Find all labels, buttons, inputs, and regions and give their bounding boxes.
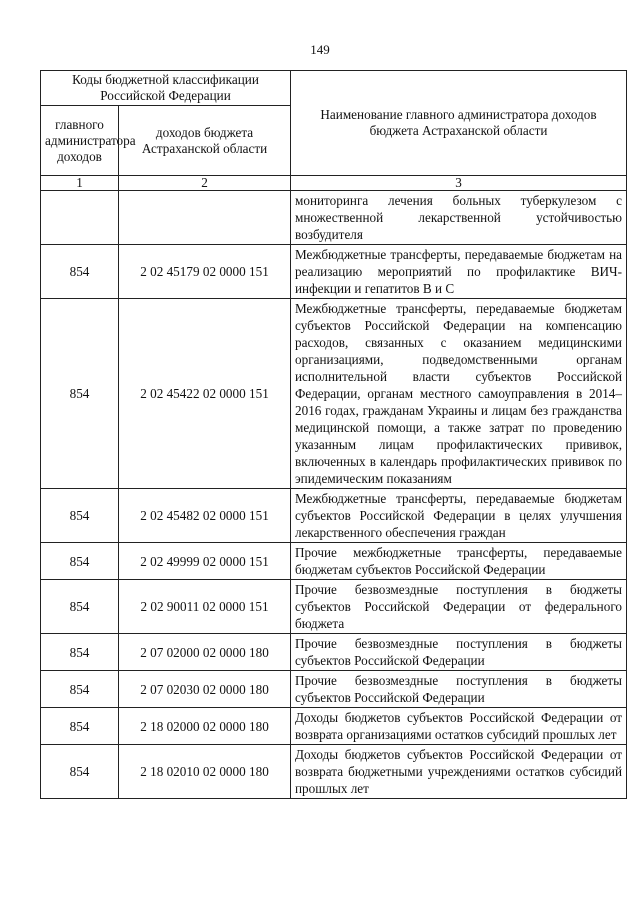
table-row bbox=[41, 191, 627, 245]
name-cell: мониторинга лечения больных туберкулезом с множественной лекарственной устойчивостью возбудителя bbox=[291, 191, 627, 245]
header-group-label: Коды бюджетной классификации Российской Федерации bbox=[41, 71, 291, 106]
column-number-3: 3 bbox=[291, 176, 627, 191]
admin-code-cell: 854 bbox=[41, 671, 119, 708]
table-row bbox=[41, 580, 627, 634]
name-cell: Межбюджетные трансферты, передаваемые бюджетам субъектов Российской Федерации на компенсацию расходов, связанных с оказанием медицинскими организациями, подведомственными органам исполнительной власти субъектов Российской Федерации, органам местного самоуправления в 2014–2016 годах, гражданам Украины и лицам без гражданства медицинской помощи, а также затрат по проведению указанным лицам профилактических прививок, включенных в календарь профилактических прививок по эпидемическим показаниям bbox=[291, 299, 627, 489]
table-row bbox=[41, 543, 627, 580]
table-row bbox=[41, 745, 627, 799]
admin-code-cell: 854 bbox=[41, 299, 119, 489]
income-code-cell: 2 18 02010 02 0000 180 bbox=[119, 745, 291, 799]
name-cell: Межбюджетные трансферты, передаваемые бюджетам субъектов Российской Федерации в целях улучшения лекарственного обеспечения граждан bbox=[291, 489, 627, 543]
name-cell: Прочие безвозмездные поступления в бюджеты субъектов Российской Федерации от федерального бюджета bbox=[291, 580, 627, 634]
table-row bbox=[41, 671, 627, 708]
header-admin-column: главного администратора доходов bbox=[41, 106, 119, 176]
income-code-cell: 2 18 02000 02 0000 180 bbox=[119, 708, 291, 745]
name-cell: Доходы бюджетов субъектов Российской Федерации от возврата организациями остатков субсидий прошлых лет bbox=[291, 708, 627, 745]
admin-code-cell: 854 bbox=[41, 245, 119, 299]
admin-code-cell: 854 bbox=[41, 543, 119, 580]
admin-code-cell: 854 bbox=[41, 580, 119, 634]
column-number-2: 2 bbox=[119, 176, 291, 191]
table-row bbox=[41, 245, 627, 299]
income-code-cell: 2 02 49999 02 0000 151 bbox=[119, 543, 291, 580]
header-code-column: доходов бюджета Астраханской области bbox=[119, 106, 291, 176]
name-cell: Прочие межбюджетные трансферты, передаваемые бюджетам субъектов Российской Федерации bbox=[291, 543, 627, 580]
income-code-cell: 2 02 45179 02 0000 151 bbox=[119, 245, 291, 299]
table-body bbox=[41, 191, 627, 799]
income-code-cell: 2 02 45422 02 0000 151 bbox=[119, 299, 291, 489]
income-code-cell bbox=[119, 191, 291, 245]
admin-code-cell: 854 bbox=[41, 489, 119, 543]
table-row bbox=[41, 489, 627, 543]
income-code-cell: 2 02 45482 02 0000 151 bbox=[119, 489, 291, 543]
column-number-1: 1 bbox=[41, 176, 119, 191]
name-cell: Доходы бюджетов субъектов Российской Федерации от возврата бюджетными учреждениями остатков субсидий прошлых лет bbox=[291, 745, 627, 799]
income-code-cell: 2 07 02030 02 0000 180 bbox=[119, 671, 291, 708]
table-row bbox=[41, 634, 627, 671]
header-name-column: Наименование главного администратора доходов бюджета Астраханской области bbox=[291, 71, 627, 176]
name-cell: Прочие безвозмездные поступления в бюджеты субъектов Российской Федерации bbox=[291, 634, 627, 671]
admin-code-cell: 854 bbox=[41, 708, 119, 745]
admin-code-cell bbox=[41, 191, 119, 245]
income-code-cell: 2 02 90011 02 0000 151 bbox=[119, 580, 291, 634]
name-cell: Межбюджетные трансферты, передаваемые бюджетам на реализацию мероприятий по профилактике ВИЧ-инфекции и гепатитов B и C bbox=[291, 245, 627, 299]
admin-code-cell: 854 bbox=[41, 745, 119, 799]
page-number: 149 bbox=[310, 42, 330, 57]
name-cell: Прочие безвозмездные поступления в бюджеты субъектов Российской Федерации bbox=[291, 671, 627, 708]
table-row bbox=[41, 299, 627, 489]
income-code-cell: 2 07 02000 02 0000 180 bbox=[119, 634, 291, 671]
budget-classification-table bbox=[40, 70, 627, 799]
table-row bbox=[41, 708, 627, 745]
admin-code-cell: 854 bbox=[41, 634, 119, 671]
